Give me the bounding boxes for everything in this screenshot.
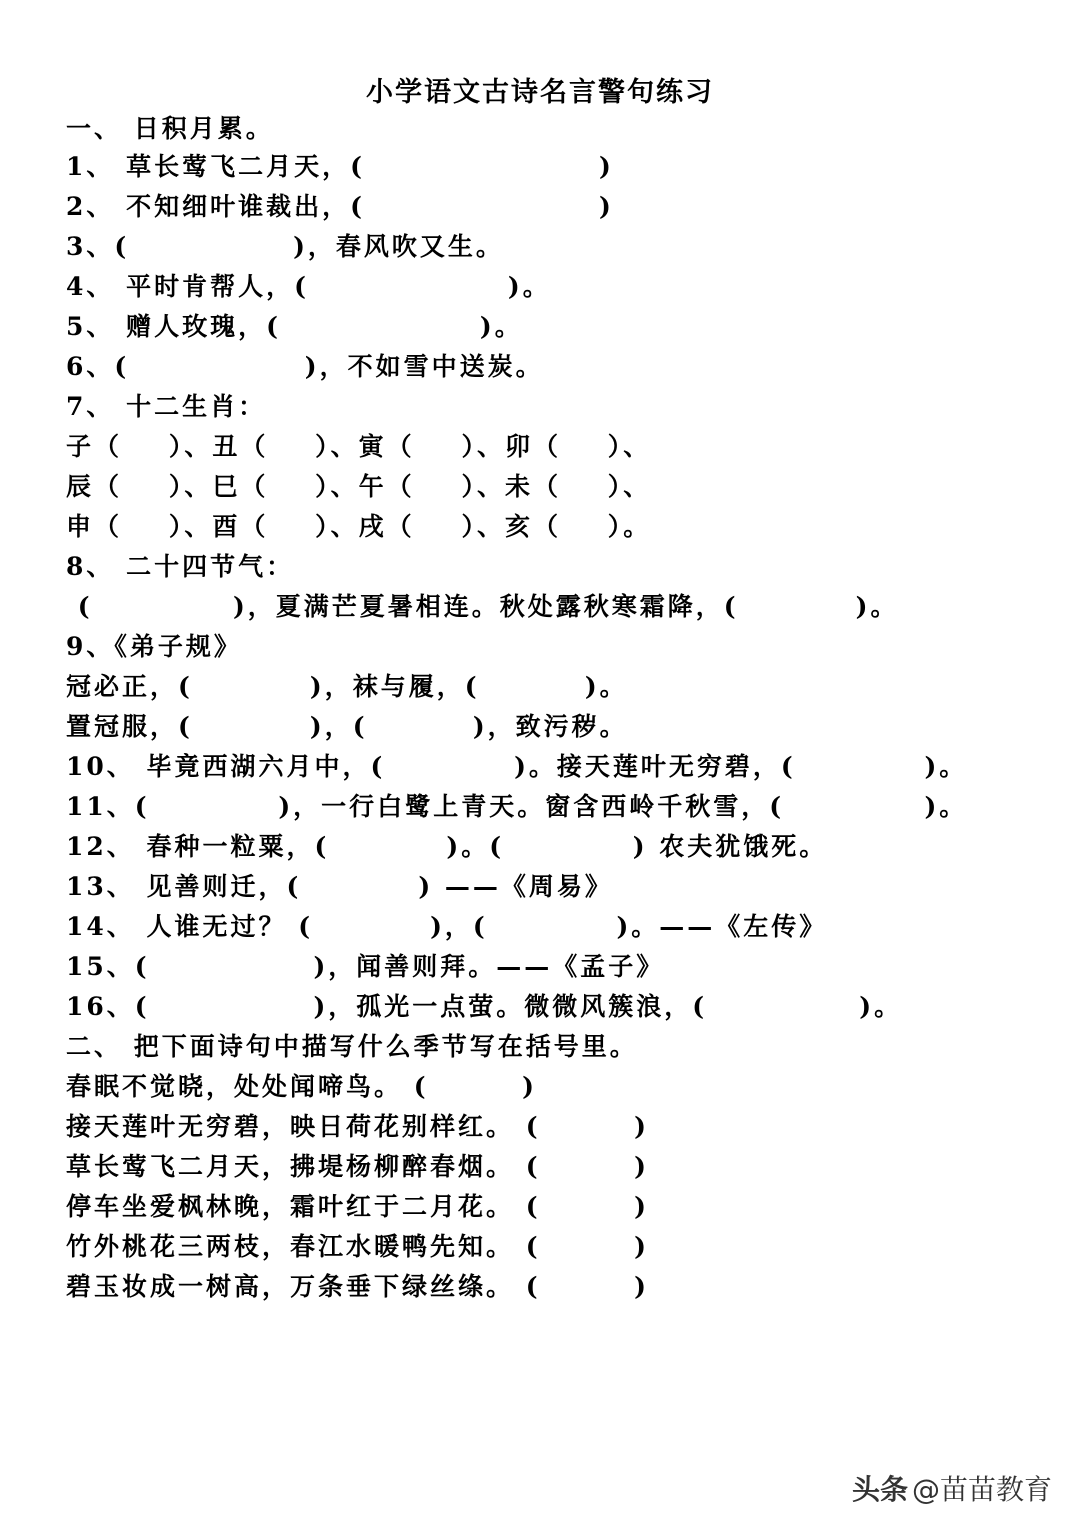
- zodiac-row: 辰（ ）、巳（ ）、午（ ）、未（ ）、: [66, 472, 652, 501]
- question-line: 7、 十二生肖：: [66, 392, 267, 421]
- question-line: 8、 二十四节气：: [66, 552, 295, 581]
- dizigui-line: 冠必正，( )，袜与履，( )。: [66, 672, 628, 701]
- question-line: 14、 人谁无过？ ( )，( )。——《左传》: [66, 912, 828, 941]
- season-line: 接天莲叶无穷碧，映日荷花别样红。 ( ): [66, 1112, 649, 1141]
- dizigui-line: 置冠服，( )，( )，致污秽。: [66, 712, 628, 741]
- question-line: 4、 平时肯帮人，( )。: [66, 272, 551, 301]
- zodiac-row: 子（ ）、丑（ ）、寅（ ）、卯（ ）、: [66, 432, 652, 461]
- question-line: 3、( )，春风吹又生。: [66, 232, 504, 261]
- season-line: 草长莺飞二月天，拂堤杨柳醉春烟。 ( ): [66, 1152, 649, 1181]
- season-line: 停车坐爱枫林晚，霜叶红于二月花。 ( ): [66, 1192, 649, 1221]
- question-line: 13、 见善则迁，( ) ——《周易》: [66, 872, 613, 901]
- zodiac-row: 申（ ）、酉（ ）、戌（ ）、亥（ ）。: [66, 512, 652, 541]
- question-line: 1、 草长莺飞二月天，( ): [66, 152, 614, 181]
- question-line: 11、( )，一行白鹭上青天。窗含西岭千秋雪，( )。: [66, 792, 968, 821]
- question-line: 9、《弟子规》: [66, 632, 242, 661]
- watermark: [852, 1468, 1052, 1508]
- season-line: 碧玉妆成一树高，万条垂下绿丝绦。 ( ): [66, 1272, 649, 1301]
- toutiao-logo: 头条: [851, 1473, 908, 1506]
- section-heading-1: 一、 日积月累。: [66, 114, 274, 143]
- question-line: 16、( )，孤光一点萤。微微风簇浪，( )。: [66, 992, 903, 1021]
- solar-terms-line: ( )，夏满芒夏暑相连。秋处露秋寒霜降，( )。: [66, 592, 899, 621]
- season-line: 春眠不觉晓，处处闻啼鸟。 ( ): [66, 1072, 537, 1101]
- season-line: 竹外桃花三两枝，春江水暖鸭先知。 ( ): [66, 1232, 649, 1261]
- section-heading-2: 二、 把下面诗句中描写什么季节写在括号里。: [66, 1032, 638, 1061]
- question-line: 15、( )，闻善则拜。——《孟子》: [66, 952, 665, 981]
- question-line: 10、 毕竟西湖六月中，( )。接天莲叶无穷碧，( )。: [66, 752, 968, 781]
- question-line: 2、 不知细叶谁裁出，( ): [66, 192, 614, 221]
- page-title: 小学语文古诗名言警句练习: [366, 77, 714, 108]
- question-line: 5、 赠人玫瑰，( )。: [66, 312, 523, 341]
- question-line: 6、( )，不如雪中送炭。: [66, 352, 544, 381]
- watermark-handle: @苗苗教育: [911, 1473, 1052, 1506]
- question-line: 12、 春种一粒粟，( )。( ) 农夫犹饿死。: [66, 832, 828, 861]
